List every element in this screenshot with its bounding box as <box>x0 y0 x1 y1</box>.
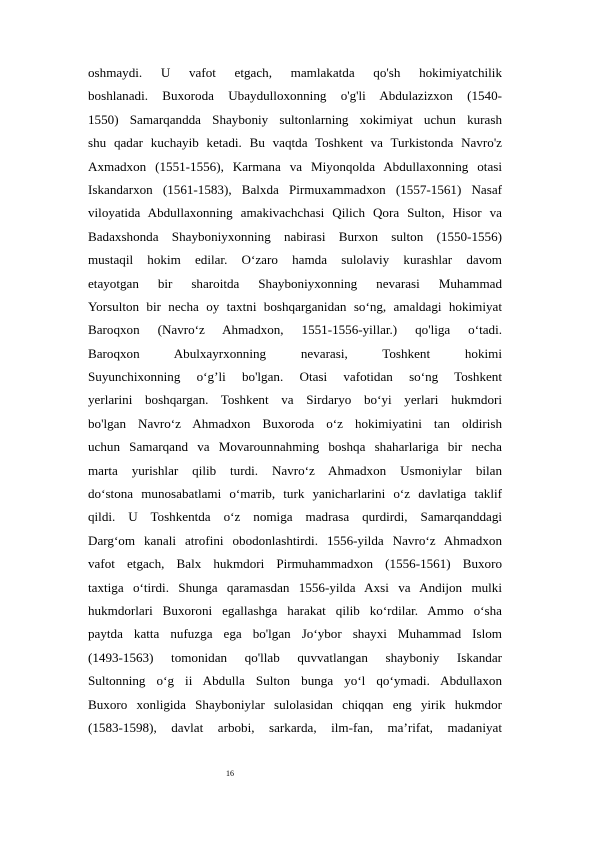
text-line: shu qadar kuchayib ketadi. Bu vaqtda Toshkent va Turkistonda Navro'z <box>88 135 502 151</box>
body-text <box>88 61 502 763</box>
text-line: taxtiga o‘tirdi. Shunga qaramasdan 1556-yilda Axsi va Andijon mulki <box>88 579 502 595</box>
text-line: 1550) Samarqandda Shayboniy sultonlarning xokimiyat uchun kurash <box>88 111 502 127</box>
text-line: (1583-1598), davlat arbobi, sarkarda, ilm-fan, ma’rifat, madaniyat <box>88 719 502 735</box>
text-line: do‘stona munosabatlami o‘mатib, turk yanicharlarini o‘z davlatiga taklif <box>88 486 502 502</box>
page-number: 16 <box>226 769 234 778</box>
text-line: (1493-1563) tomonidan qo'llab quvvatlangan shayboniy Iskandar <box>88 649 502 665</box>
text-line: Iskandarxon (1561-1583), Balxda Pirmuxammadxon (1557-1561) Nasaf <box>88 181 502 197</box>
text-line: paytda katta nufuzga ega bo'lgan Jo‘ybor shayxi Muhammad Islom <box>88 626 502 642</box>
text-line: Sultonning o‘g ii Abdulla Sulton bunga yo‘l qo‘ymadi. Abdullaxon <box>88 673 502 689</box>
text-line: Axmadxon (1551-1556), Karmana va Miyonqolda Abdullaxonning otasi <box>88 158 502 174</box>
text-line: etayotgan bir sharoitda Shayboniyxonning nevarasi Muhammad <box>88 275 502 291</box>
text-line: Baroqxon Abulxayrxonning nevarasi, Toshkent hokimi <box>88 345 502 361</box>
text-line: vafot etgach, Balx hukmdori Pirmuhammadxon (1556-1561) Buxoro <box>88 556 502 572</box>
text-line: Badaxshonda Shayboniyxonning nabirasi Burxon sulton (1550-1556) <box>88 228 502 244</box>
text-line: Baroqxon (Navro‘z Ahmadxon, 1551-1556-yillar.) qo'liga o‘tadi. <box>88 322 502 338</box>
text-line: qildi. U Toshkentda o‘z nomiga madrasa qurdirdi, Samarqanddagi <box>88 509 502 525</box>
text-line: viloyatida Abdullaxonning amakivachchasi Qilich Qora Sulton, Hisor va <box>88 205 502 221</box>
text-line: marta yurishlar qilib turdi. Navro‘z Ahmadxon Usmoniylar bilan <box>88 462 502 478</box>
text-line: hukmdorlari Buxoroni egallashga harakat qilib ko‘rdilar. Ammo o‘sha <box>88 602 502 618</box>
text-line: Yorsulton bir necha oy taxtni boshqarganidan so‘ng, amaldagi hokimiyat <box>88 298 502 314</box>
text-line: bo'lgan Navro‘z Ahmadxon Buxoroda o‘z hokimiyatini tan oldirish <box>88 415 502 431</box>
text-line: oshmaydi. U vafot etgach, mamlakatda qo'sh hokimiyatchilik <box>88 65 502 80</box>
text-line: Buxoro xonligida Shayboniylar sulolasidan chiqqan eng yirik hukmdor <box>88 696 502 712</box>
text-line: Darg‘om kanali atrofini obodonlashtirdi. 1556-yilda Navro‘z Ahmadxon <box>88 532 502 548</box>
text-line: boshlanadi. Buxoroda Ubaydulloxonning o'g'li Abdulazizxon (1540- <box>88 88 502 104</box>
text-line: mustaqil hokim edilar. O‘zaro hamda sulolaviy kurashlar davom <box>88 252 502 268</box>
text-line: Suyunchixonning o‘g’li bo'lgan. Otasi vafotidan so‘ng Toshkent <box>88 369 502 385</box>
text-line: uchun Samarqand va Movarounnahming boshqa shaharlariga bir necha <box>88 439 502 455</box>
text-line: yerlarini boshqargan. Toshkent va Sirdaryo bo‘yi yerlari hukmdori <box>88 392 502 408</box>
